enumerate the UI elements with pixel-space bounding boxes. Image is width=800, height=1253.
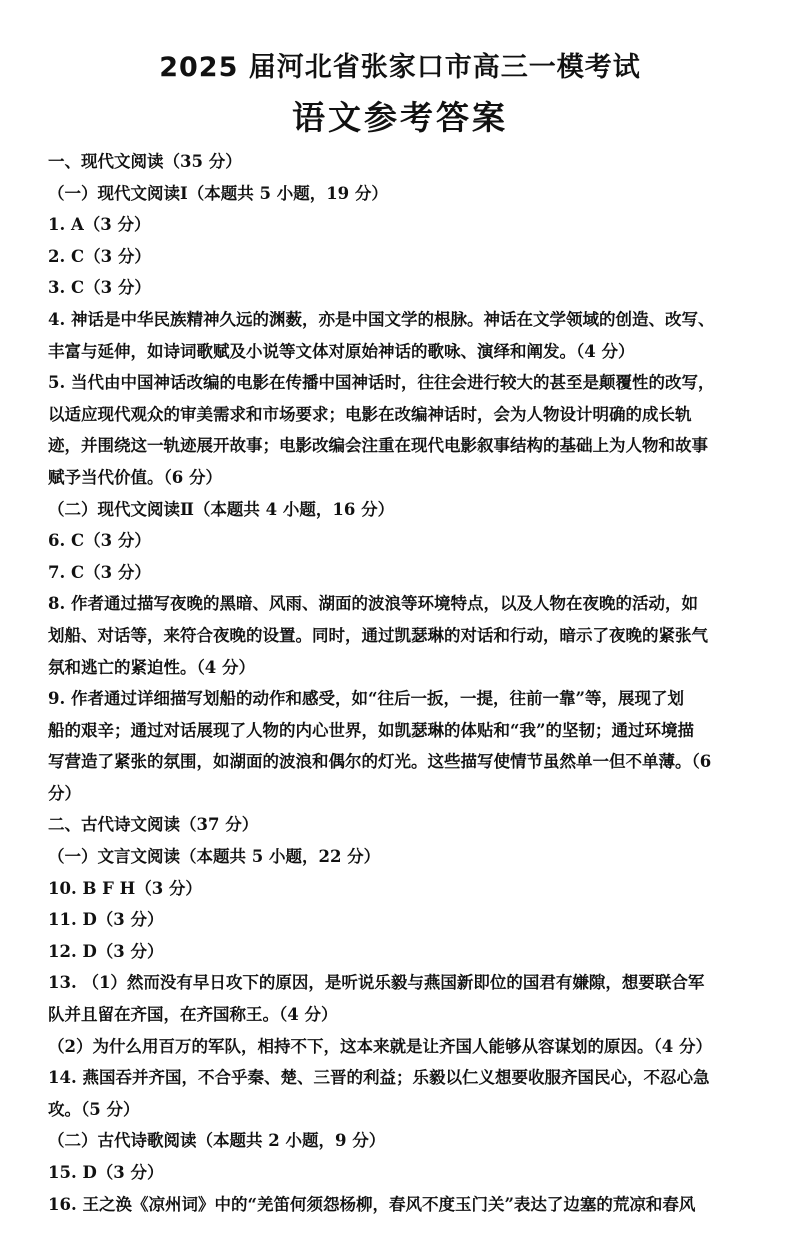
answer-line: 6. C（3 分） <box>48 531 151 551</box>
answer-line: 15. D（3 分） <box>48 1163 164 1182</box>
answer-line: （2）为什么用百万的军队，相持不下，这本来就是让齐国人能够从容谋划的原因。（4 分） <box>48 1036 712 1056</box>
answer-line: 赋予当代价值。（6 分） <box>48 467 222 487</box>
answer-line: 写营造了紧张的氛围，如湖面的波浪和偶尔的灯光。这些描写使情节虽然单一但不单薄。（6 <box>48 752 712 772</box>
answer-line: 队并且留在齐国，在齐国称王。（4 分） <box>48 1005 338 1025</box>
answer-line: 7. C（3 分） <box>48 562 151 582</box>
answer-line: 16. 王之涣《凉州词》中的“羌笛何须怨杨柳，春风不度玉门关”表达了边塞的荒凉和春风 <box>48 1194 696 1214</box>
exam-title: 2025 届河北省张家口市高三一模考试 <box>159 52 641 83</box>
answer-line: 一、现代文阅读（35 分） <box>48 152 242 171</box>
answer-line: （一）文言文阅读（本题共 5 小题，22 分） <box>48 847 381 867</box>
answer-line: 划船、对话等，来符合夜晚的设置。同时，通过凯瑟琳的对话和行动，暗示了夜晚的紧张气 <box>48 625 708 645</box>
answer-line: 二、古代诗文阅读（37 分） <box>48 815 259 835</box>
answer-line: 分） <box>48 783 81 803</box>
answer-line: 1. A（3 分） <box>48 215 151 235</box>
answer-line: 5. 当代由中国神话改编的电影在传播中国神话时，往往会进行较大的甚至是颠覆性的改写， <box>48 373 715 393</box>
answer-line: 船的艰辛；通过对话展现了人物的内心世界，如凯瑟琳的体贴和“我”的坚韧；通过环境描 <box>48 720 694 740</box>
answer-content <box>48 146 752 1220</box>
answer-line: （二）古代诗歌阅读（本题共 2 小题，9 分） <box>48 1131 386 1151</box>
answer-line: 8. 作者通过描写夜晚的黑暗、风雨、湖面的波浪等环境特点，以及人物在夜晚的活动，如 <box>48 594 698 614</box>
answer-line: （一）现代文阅读Ⅰ（本题共 5 小题，19 分） <box>48 183 388 203</box>
answer-line: 11. D（3 分） <box>48 910 164 930</box>
answer-line: 攻。（5 分） <box>48 1099 140 1119</box>
answer-line: 氛和逃亡的紧迫性。（4 分） <box>48 657 255 677</box>
answer-line: 4. 神话是中华民族精神久远的渊薮，亦是中国文学的根脉。神话在文学领域的创造、改写、 <box>48 309 715 329</box>
answer-line: 14. 燕国吞并齐国，不合乎秦、楚、三晋的利益；乐毅以仁义想要收服齐国民心，不忍心急 <box>48 1068 710 1088</box>
answer-line: 2. C（3 分） <box>48 246 151 266</box>
answer-line: 12. D（3 分） <box>48 941 164 961</box>
answer-line: （二）现代文阅读Ⅱ（本题共 4 小题，16 分） <box>48 499 395 519</box>
document-title: 语文参考答案 <box>292 98 508 137</box>
answer-line: 以适应现代观众的审美需求和市场要求；电影在改编神话时，会为人物设计明确的成长轨 <box>48 404 692 424</box>
answer-line: 9. 作者通过详细描写划船的动作和感受，如“往后一扳，一提，往前一靠”等，展现了划 <box>48 689 684 709</box>
answer-line: 迹，并围绕这一轨迹展开故事；电影改编会注重在现代电影叙事结构的基础上为人物和故事 <box>48 436 708 456</box>
answer-line: 丰富与延伸，如诗词歌赋及小说等文体对原始神话的歌咏、演绎和阐发。（4 分） <box>48 341 635 361</box>
answer-line: 10. B F H（3 分） <box>48 878 202 898</box>
answer-line: 13. （1）然而没有早日攻下的原因，是听说乐毅与燕国新即位的国君有嫌隙，想要联合军 <box>48 973 705 993</box>
answer-line: 3. C（3 分） <box>48 278 151 298</box>
